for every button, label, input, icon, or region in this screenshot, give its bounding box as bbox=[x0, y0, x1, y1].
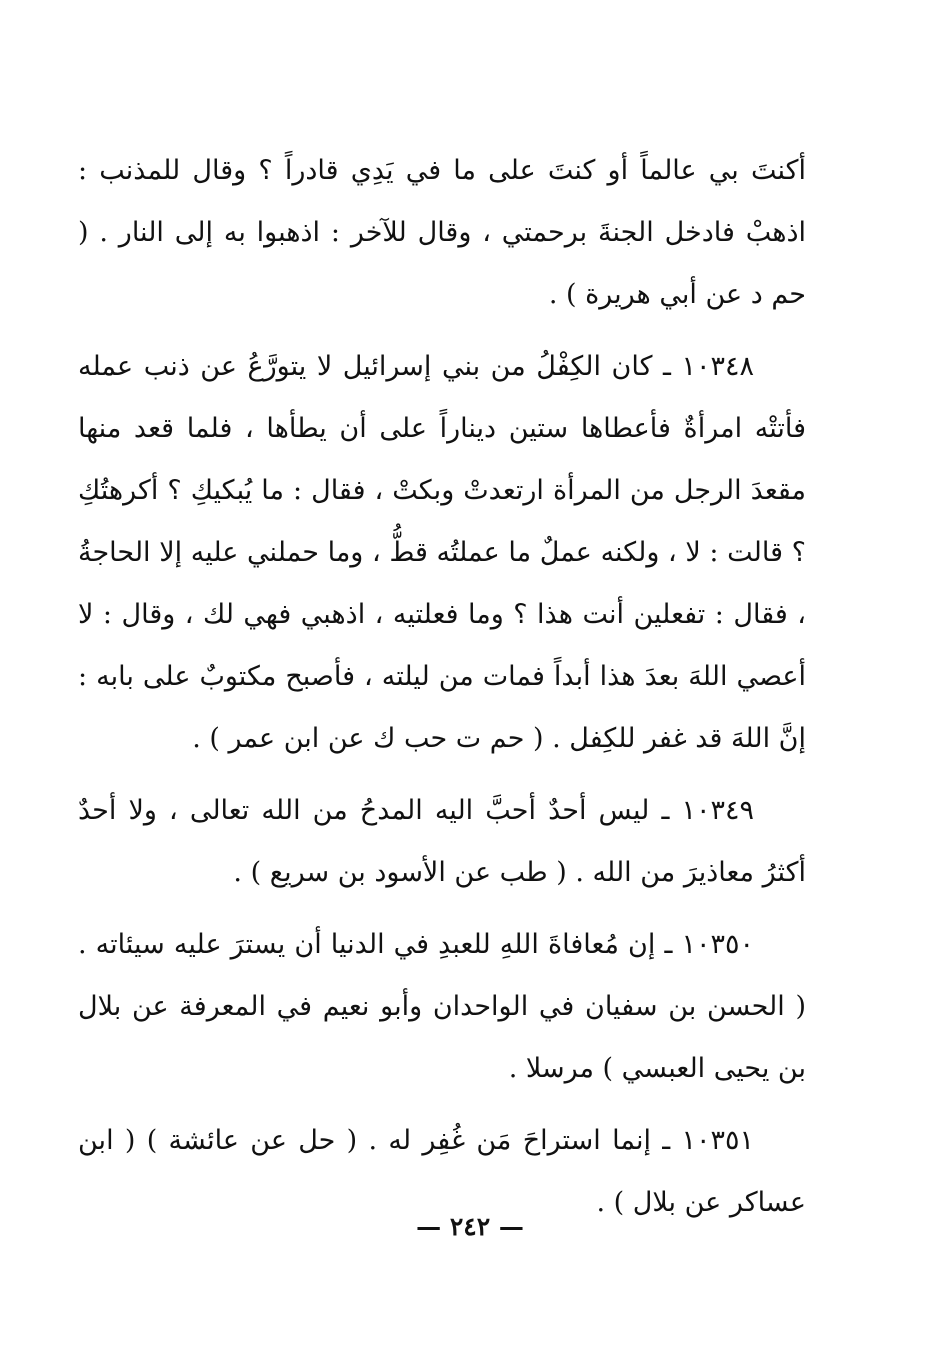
hadith-10349: ١٠٣٤٩ ـ ليس أحدٌ أحبَّ اليه المدحُ من الله تعالى ، ولا أحدٌ أكثرُ معاذيرَ من الله . ( طب عن الأسود بن سريع ) . bbox=[78, 795, 806, 888]
hadith-10350: ١٠٣٥٠ ـ إن مُعافاةَ اللهِ للعبدِ في الدنيا أن يسترَ عليه سيئاته . ( الحسن بن سفيان في الواحدان وأبو نعيم في المعرفة عن بلال بن يحيى العبسي ) مرسلا . bbox=[78, 929, 806, 1084]
paragraph-continuation: أكنتَ بي عالماً أو كنتَ على ما في يَدِي قادراً ؟ وقال للمذنب : اذهبْ فادخل الجنةَ برحمتي ، وقال للآخر : اذهبوا به إلى النار . ( حم د عن أبي هريرة ) . bbox=[78, 155, 806, 310]
page-number: — ٢٤٢ — bbox=[416, 1212, 524, 1241]
hadith-10351: ١٠٣٥١ ـ إنما استراحَ مَن غُفِر له . ( حل عن عائشة ) ( ابن عساكر عن بلال ) . bbox=[78, 1125, 806, 1218]
hadith-10348: ١٠٣٤٨ ـ كان الكِفْلُ من بني إسرائيل لا يتورَّعُ عن ذنب عمله فأتتْه امرأةٌ فأعطاها ستين ديناراً على أن يطأها ، فلما قعد منها مقعدَ الرجل من المرأة ارتعدتْ وبكتْ ، فقال : ما يُبكيكِ ؟ أكرهتُكِ ؟ قالت : لا ، ولكنه عملٌ ما عملتُه قطُّ ، وما حملني عليه إلا الحاجةُ ، فقال : تفعلين أنت هذا ؟ وما فعلتيه ، اذهبي فهي لك ، وقال : لا أعصي اللهَ بعدَ هذا أبداً فمات من ليلته ، فأصبح مكتوبٌ على بابه : إنَّ اللهَ قد غفر للكِفل . ( حم ت حب ك عن ابن عمر ) . bbox=[78, 351, 806, 754]
page-body-text bbox=[78, 140, 806, 1244]
